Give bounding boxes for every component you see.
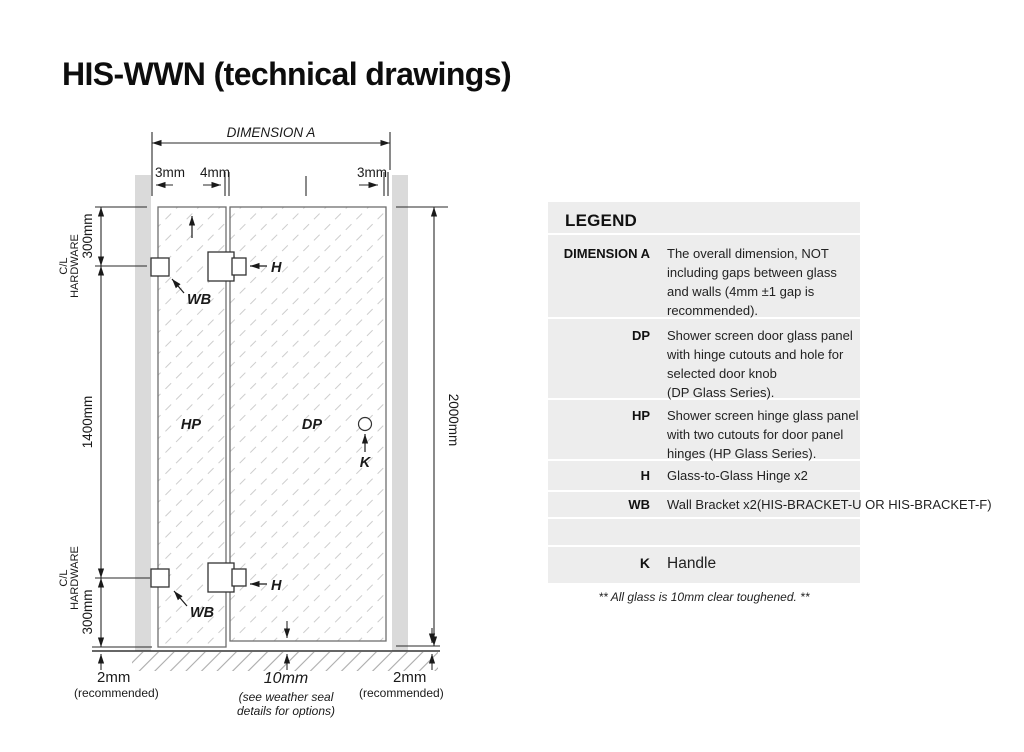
dim-2000-label: 2000mm (446, 393, 461, 447)
legend-desc (667, 244, 860, 320)
dim-1400-label: 1400mm (80, 395, 95, 449)
legend-desc-line: including gaps between glass (667, 265, 837, 280)
top-gap-dimensions (156, 172, 388, 196)
gap-bottom-left-note: (recommended) (74, 686, 159, 700)
legend-desc-line: Handle (667, 555, 717, 572)
door-knob (359, 418, 372, 431)
legend-key: DP (631, 328, 650, 343)
legend-row-dp (548, 317, 860, 398)
legend-desc-line: hinges (HP Glass Series). (667, 446, 817, 461)
legend-footnote: ** All glass is 10mm clear toughened. ** (598, 590, 810, 604)
legend-desc-line: Wall Bracket x2(HIS-BRACKET-U OR HIS-BRACKET-F) (667, 497, 992, 512)
hinge-bottom-label: H (271, 578, 282, 594)
legend-desc-line: with two cutouts for door panel (667, 427, 844, 442)
legend-desc-line: Glass-to-Glass Hinge x2 (667, 468, 808, 483)
gap-bottom-center-note2: details for options) (236, 704, 336, 718)
legend-key: DIMENSION A (563, 246, 650, 261)
gap-bottom-left-value: 2mm (97, 669, 131, 686)
wall-right (392, 175, 408, 651)
legend-desc-line: Shower screen door glass panel (667, 328, 853, 343)
knob-label: K (359, 455, 371, 471)
gap-left-label: 3mm (155, 165, 185, 180)
door-panel-label: DP (301, 417, 323, 433)
legend-desc-line: selected door knob (667, 366, 777, 381)
legend-desc-line: with hinge cutouts and hole for (667, 347, 844, 362)
legend-desc-line: (DP Glass Series). (667, 385, 775, 400)
legend-desc (667, 495, 992, 514)
hinge-panel-label: HP (180, 417, 202, 433)
legend-key: HP (631, 408, 650, 423)
legend-key: K (639, 555, 650, 571)
wall-bracket-bottom (151, 569, 169, 587)
cl-hardware-bottom-line2: HARDWARE (69, 546, 81, 610)
gap-bottom-right-value: 2mm (393, 669, 427, 686)
dim-300-top-label: 300mm (80, 213, 95, 259)
legend-row-hp (548, 398, 860, 459)
cl-hardware-bottom-line1: C/L (58, 569, 70, 587)
wall-left (135, 175, 151, 651)
cl-hardware-top-line2: HARDWARE (69, 234, 81, 298)
legend-row-wb (548, 490, 992, 517)
legend-desc (667, 466, 808, 485)
legend-desc-line: Shower screen hinge glass panel (667, 408, 859, 423)
cl-hardware-top-line1: C/L (58, 257, 70, 275)
legend-desc (667, 326, 860, 402)
legend-desc-line: The overall dimension, NOT (667, 246, 829, 261)
gap-middle-label: 4mm (200, 165, 230, 180)
gap-bottom-center-value: 10mm (263, 670, 309, 687)
hinge-top-label: H (271, 260, 282, 276)
legend-row-spacer (548, 517, 860, 545)
gap-bottom-center-note1: (see weather seal (238, 690, 334, 704)
legend-panel (548, 202, 992, 583)
legend-heading: LEGEND (565, 211, 638, 230)
wall-bracket-top (151, 258, 169, 276)
dimension-a-label: DIMENSION A (226, 125, 316, 140)
legend-row-dimension-a (548, 233, 860, 317)
page-title: HIS-WWN (technical drawings) (62, 56, 511, 92)
gap-right-label: 3mm (357, 165, 387, 180)
wall-bracket-top-label: WB (187, 292, 212, 308)
legend-row-k (548, 545, 860, 583)
legend-desc-line: recommended). (667, 303, 759, 318)
dim-300-bottom-label: 300mm (80, 589, 95, 635)
legend-key: WB (628, 497, 650, 512)
gap-bottom-right-note: (recommended) (359, 686, 444, 700)
legend-desc (667, 554, 716, 573)
legend-row-h (548, 459, 860, 490)
legend-desc (667, 406, 860, 463)
wall-bracket-bottom-label: WB (190, 605, 215, 621)
dimension-a (152, 132, 390, 196)
legend-desc-line: and walls (4mm ±1 gap is (667, 284, 815, 299)
legend-key: H (640, 468, 650, 483)
